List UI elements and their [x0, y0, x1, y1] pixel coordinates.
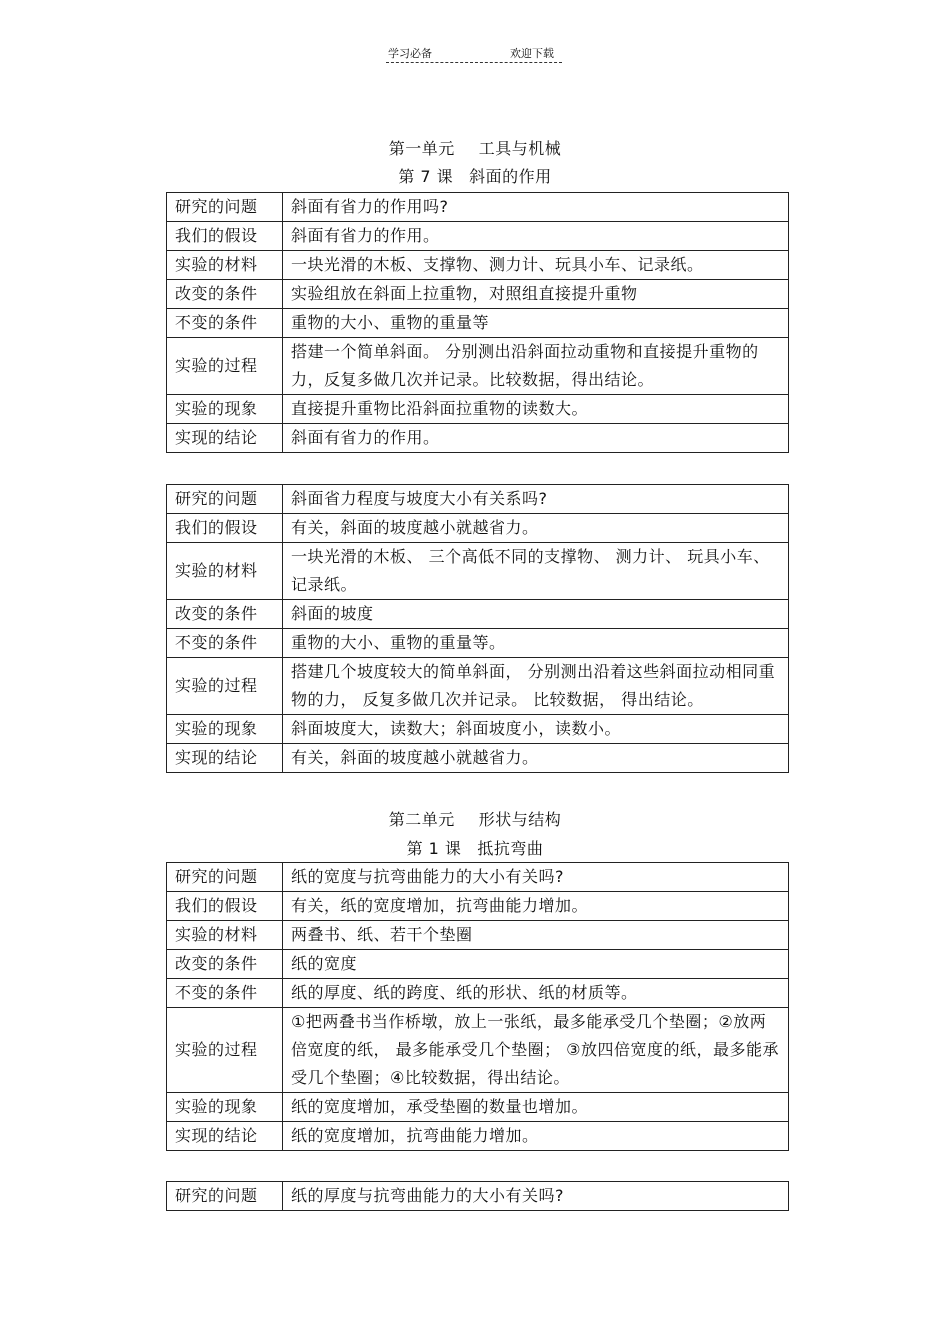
table-row: [167, 424, 789, 453]
table-row: [167, 485, 789, 514]
row-key: 研究的问题: [167, 1182, 283, 1211]
row-key: 实验的过程: [167, 338, 283, 395]
row-key: 研究的问题: [167, 863, 283, 892]
row-value: 有关，纸的宽度增加，抗弯曲能力增加。: [283, 892, 789, 921]
row-key: 实验的材料: [167, 543, 283, 600]
row-value: 两叠书、纸、若干个垫圈: [283, 921, 789, 950]
row-key: 不变的条件: [167, 629, 283, 658]
row-key: 研究的问题: [167, 193, 283, 222]
row-value: 搭建几个坡度较大的简单斜面， 分别测出沿着这些斜面拉动相同重物的力， 反复多做几次并记录。 比较数据， 得出结论。: [283, 658, 789, 715]
table-row: [167, 338, 789, 395]
row-key: 我们的假设: [167, 222, 283, 251]
lesson-heading-1: [0, 164, 950, 187]
row-key: 实现的结论: [167, 424, 283, 453]
row-key: 实验的现象: [167, 1093, 283, 1122]
unit-title: 工具与机械: [478, 139, 562, 158]
row-value: 有关，斜面的坡度越小就越省力。: [283, 744, 789, 773]
row-value: 斜面省力程度与坡度大小有关系吗?: [283, 485, 789, 514]
row-value: 斜面有省力的作用。: [283, 222, 789, 251]
lesson-label: 第 1 课: [406, 839, 462, 858]
table-row: [167, 193, 789, 222]
table-row: [167, 280, 789, 309]
table-row: [167, 309, 789, 338]
experiment-table-1: [166, 192, 789, 453]
table-row: [167, 395, 789, 424]
experiment-table-2: [166, 484, 789, 773]
header-right: 欢迎下载: [510, 47, 554, 60]
table-row: [167, 921, 789, 950]
row-value: 纸的宽度: [283, 950, 789, 979]
row-value: 斜面有省力的作用。: [283, 424, 789, 453]
row-value: 搭建一个简单斜面。 分别测出沿斜面拉动重物和直接提升重物的力，反复多做几次并记录。比较数据，得出结论。: [283, 338, 789, 395]
row-value: 重物的大小、重物的重量等。: [283, 629, 789, 658]
table-row: [167, 629, 789, 658]
row-value: 一块光滑的木板、支撑物、测力计、玩具小车、记录纸。: [283, 251, 789, 280]
page-header: [386, 44, 562, 63]
row-key: 改变的条件: [167, 950, 283, 979]
lesson-heading-2: [0, 836, 950, 859]
row-value: 斜面坡度大，读数大；斜面坡度小，读数小。: [283, 715, 789, 744]
row-key: 实验的现象: [167, 395, 283, 424]
row-key: 实现的结论: [167, 744, 283, 773]
lesson-label: 第 7 课: [398, 167, 454, 186]
unit-heading-2: [0, 807, 950, 830]
row-key: 我们的假设: [167, 892, 283, 921]
table-row: [167, 1182, 789, 1211]
row-value: 纸的厚度、纸的跨度、纸的形状、纸的材质等。: [283, 979, 789, 1008]
table-row: [167, 744, 789, 773]
row-key: 不变的条件: [167, 309, 283, 338]
experiment-table-4: [166, 1181, 789, 1211]
row-key: 我们的假设: [167, 514, 283, 543]
table-row: [167, 1008, 789, 1093]
table-row: [167, 543, 789, 600]
row-value: 有关，斜面的坡度越小就越省力。: [283, 514, 789, 543]
row-key: 实验的材料: [167, 921, 283, 950]
row-value: 纸的宽度与抗弯曲能力的大小有关吗?: [283, 863, 789, 892]
lesson-title: 抵抗弯曲: [477, 839, 544, 858]
table-row: [167, 863, 789, 892]
row-value: 纸的宽度增加，承受垫圈的数量也增加。: [283, 1093, 789, 1122]
row-value: 斜面的坡度: [283, 600, 789, 629]
table-row: [167, 1093, 789, 1122]
table-row: [167, 950, 789, 979]
row-value: 纸的厚度与抗弯曲能力的大小有关吗?: [283, 1182, 789, 1211]
header-left: 学习必备: [388, 47, 432, 60]
experiment-table-3: [166, 862, 789, 1151]
row-key: 改变的条件: [167, 280, 283, 309]
row-key: 改变的条件: [167, 600, 283, 629]
row-key: 实验的过程: [167, 1008, 283, 1093]
row-key: 实验的材料: [167, 251, 283, 280]
table-row: [167, 514, 789, 543]
lesson-title: 斜面的作用: [469, 167, 552, 186]
row-key: 实验的过程: [167, 658, 283, 715]
table-row: [167, 222, 789, 251]
row-value: 一块光滑的木板、 三个高低不同的支撑物、 测力计、 玩具小车、记录纸。: [283, 543, 789, 600]
row-value: 直接提升重物比沿斜面拉重物的读数大。: [283, 395, 789, 424]
unit-label: 第二单元: [388, 810, 455, 829]
row-key: 实现的结论: [167, 1122, 283, 1151]
table-row: [167, 979, 789, 1008]
unit-heading-1: [0, 136, 950, 159]
table-row: [167, 1122, 789, 1151]
table-row: [167, 892, 789, 921]
row-key: 实验的现象: [167, 715, 283, 744]
row-value: 实验组放在斜面上拉重物，对照组直接提升重物: [283, 280, 789, 309]
unit-title: 形状与结构: [478, 810, 562, 829]
row-key: 不变的条件: [167, 979, 283, 1008]
row-value: 重物的大小、重物的重量等: [283, 309, 789, 338]
table-row: [167, 715, 789, 744]
unit-label: 第一单元: [388, 139, 455, 158]
table-row: [167, 600, 789, 629]
table-row: [167, 251, 789, 280]
row-value: 纸的宽度增加，抗弯曲能力增加。: [283, 1122, 789, 1151]
table-row: [167, 658, 789, 715]
row-value: ①把两叠书当作桥墩，放上一张纸，最多能承受几个垫圈；②放两倍宽度的纸， 最多能承受几个垫圈； ③放四倍宽度的纸，最多能承受几个垫圈；④比较数据，得出结论。: [283, 1008, 789, 1093]
row-value: 斜面有省力的作用吗?: [283, 193, 789, 222]
row-key: 研究的问题: [167, 485, 283, 514]
